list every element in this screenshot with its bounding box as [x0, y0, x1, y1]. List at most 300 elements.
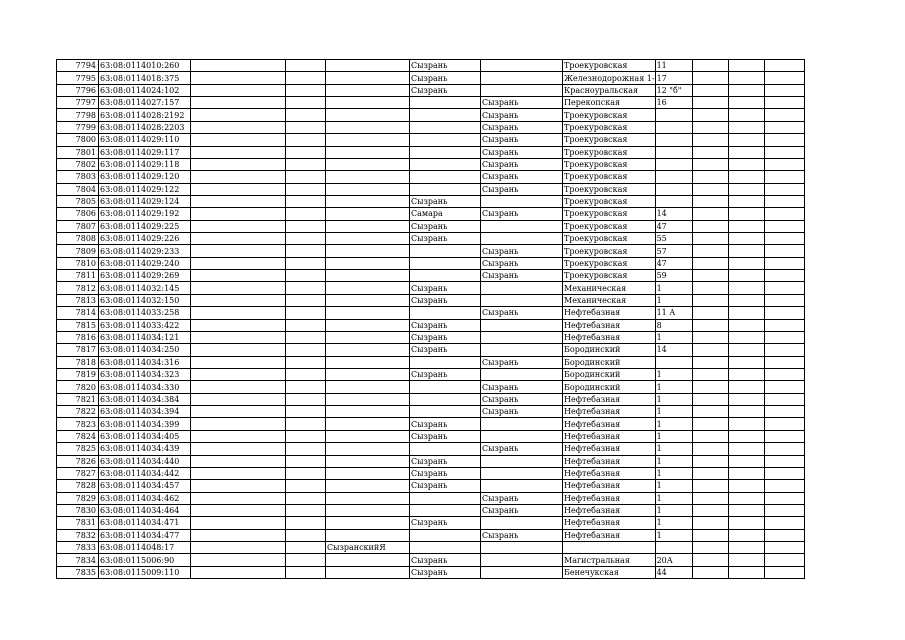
- col-k-cell: [728, 171, 764, 183]
- row-number-cell: 7818: [57, 356, 99, 368]
- city-cell: Сызрань: [410, 554, 481, 566]
- street-cell: Троекуровская: [563, 220, 656, 232]
- col-j-cell: [692, 467, 728, 479]
- col-c-cell: [191, 282, 286, 294]
- city-cell: [410, 529, 481, 541]
- col-k-cell: [728, 270, 764, 282]
- cadastral-number-cell: 63:08:0114029:124: [99, 195, 191, 207]
- district-cell: [326, 146, 410, 158]
- cadastral-number-cell: 63:08:0114029:120: [99, 171, 191, 183]
- col-k-cell: [728, 492, 764, 504]
- street-cell: Нефтебазная: [563, 467, 656, 479]
- col-d-cell: [286, 480, 326, 492]
- locality-cell: Сызрань: [481, 270, 563, 282]
- col-c-cell: [191, 60, 286, 72]
- district-cell: [326, 418, 410, 430]
- col-l-cell: [764, 183, 804, 195]
- col-j-cell: [692, 220, 728, 232]
- col-k-cell: [728, 430, 764, 442]
- col-c-cell: [191, 467, 286, 479]
- district-cell: [326, 319, 410, 331]
- district-cell: [326, 282, 410, 294]
- district-cell: [326, 467, 410, 479]
- col-j-cell: [692, 195, 728, 207]
- house-cell: 16: [655, 97, 692, 109]
- col-k-cell: [728, 72, 764, 84]
- col-c-cell: [191, 257, 286, 269]
- col-l-cell: [764, 529, 804, 541]
- house-cell: 1: [655, 393, 692, 405]
- city-cell: [410, 146, 481, 158]
- table-row: [57, 134, 805, 146]
- row-number-cell: 7819: [57, 368, 99, 380]
- street-cell: Троекуровская: [563, 60, 656, 72]
- col-l-cell: [764, 294, 804, 306]
- table-row: [57, 84, 805, 96]
- col-c-cell: [191, 319, 286, 331]
- col-d-cell: [286, 257, 326, 269]
- district-cell: [326, 356, 410, 368]
- locality-cell: [481, 418, 563, 430]
- city-cell: Сызрань: [410, 368, 481, 380]
- col-l-cell: [764, 418, 804, 430]
- col-k-cell: [728, 542, 764, 554]
- cadastral-number-cell: 63:08:0114029:225: [99, 220, 191, 232]
- col-l-cell: [764, 381, 804, 393]
- col-l-cell: [764, 517, 804, 529]
- street-cell: Нефтебазная: [563, 504, 656, 516]
- col-c-cell: [191, 492, 286, 504]
- col-k-cell: [728, 208, 764, 220]
- street-cell: Нефтебазная: [563, 331, 656, 343]
- col-l-cell: [764, 455, 804, 467]
- col-j-cell: [692, 331, 728, 343]
- col-j-cell: [692, 121, 728, 133]
- row-number-cell: 7797: [57, 97, 99, 109]
- cadastral-number-cell: 63:08:0114029:226: [99, 233, 191, 245]
- col-k-cell: [728, 121, 764, 133]
- row-number-cell: 7804: [57, 183, 99, 195]
- district-cell: [326, 245, 410, 257]
- col-c-cell: [191, 455, 286, 467]
- district-cell: [326, 455, 410, 467]
- row-number-cell: 7808: [57, 233, 99, 245]
- street-cell: Нефтебазная: [563, 393, 656, 405]
- col-j-cell: [692, 97, 728, 109]
- district-cell: [326, 270, 410, 282]
- cadastral-number-cell: 63:08:0114034:471: [99, 517, 191, 529]
- table-row: [57, 257, 805, 269]
- cadastral-number-cell: 63:08:0114034:405: [99, 430, 191, 442]
- col-c-cell: [191, 171, 286, 183]
- table-row: [57, 331, 805, 343]
- cadastral-number-cell: 63:08:0114034:384: [99, 393, 191, 405]
- col-l-cell: [764, 72, 804, 84]
- locality-cell: Сызрань: [481, 97, 563, 109]
- col-j-cell: [692, 381, 728, 393]
- house-cell: 1: [655, 455, 692, 467]
- house-cell: 1: [655, 331, 692, 343]
- col-d-cell: [286, 393, 326, 405]
- house-cell: [655, 183, 692, 195]
- house-cell: [655, 356, 692, 368]
- district-cell: [326, 60, 410, 72]
- cadastral-number-cell: 63:08:0114029:233: [99, 245, 191, 257]
- cadastral-number-cell: 63:08:0114032:145: [99, 282, 191, 294]
- row-number-cell: 7794: [57, 60, 99, 72]
- house-cell: 1: [655, 492, 692, 504]
- col-c-cell: [191, 134, 286, 146]
- district-cell: [326, 393, 410, 405]
- col-k-cell: [728, 455, 764, 467]
- col-d-cell: [286, 270, 326, 282]
- col-c-cell: [191, 406, 286, 418]
- locality-cell: [481, 554, 563, 566]
- cadastral-number-cell: 63:08:0114028:2192: [99, 109, 191, 121]
- cadastral-number-cell: 63:08:0115009:110: [99, 566, 191, 578]
- locality-cell: [481, 233, 563, 245]
- house-cell: 1: [655, 529, 692, 541]
- col-d-cell: [286, 60, 326, 72]
- district-cell: [326, 121, 410, 133]
- col-c-cell: [191, 220, 286, 232]
- cadastral-number-cell: 63:08:0114034:394: [99, 406, 191, 418]
- table-row: [57, 381, 805, 393]
- table-row: [57, 504, 805, 516]
- table-row: [57, 282, 805, 294]
- cadastral-number-cell: 63:08:0114029:240: [99, 257, 191, 269]
- col-k-cell: [728, 307, 764, 319]
- col-j-cell: [692, 344, 728, 356]
- city-cell: Сызрань: [410, 331, 481, 343]
- row-number-cell: 7832: [57, 529, 99, 541]
- col-j-cell: [692, 393, 728, 405]
- locality-cell: Сызрань: [481, 134, 563, 146]
- row-number-cell: 7815: [57, 319, 99, 331]
- city-cell: Сызрань: [410, 455, 481, 467]
- col-c-cell: [191, 72, 286, 84]
- table-row: [57, 542, 805, 554]
- street-cell: Магистральная: [563, 554, 656, 566]
- col-j-cell: [692, 233, 728, 245]
- city-cell: Сызрань: [410, 72, 481, 84]
- city-cell: [410, 257, 481, 269]
- table-row: [57, 406, 805, 418]
- cadastral-number-cell: 63:08:0114024:102: [99, 84, 191, 96]
- house-cell: [655, 109, 692, 121]
- cadastral-number-cell: 63:08:0114048:17: [99, 542, 191, 554]
- col-j-cell: [692, 134, 728, 146]
- street-cell: Нефтебазная: [563, 406, 656, 418]
- col-c-cell: [191, 566, 286, 578]
- row-number-cell: 7803: [57, 171, 99, 183]
- col-l-cell: [764, 257, 804, 269]
- col-l-cell: [764, 146, 804, 158]
- col-k-cell: [728, 566, 764, 578]
- table-row: [57, 60, 805, 72]
- locality-cell: Сызрань: [481, 443, 563, 455]
- street-cell: Троекуровская: [563, 270, 656, 282]
- district-cell: [326, 406, 410, 418]
- house-cell: 1: [655, 443, 692, 455]
- house-cell: [655, 171, 692, 183]
- house-cell: [655, 195, 692, 207]
- col-d-cell: [286, 492, 326, 504]
- cadastral-number-cell: 63:08:0114034:121: [99, 331, 191, 343]
- table-row: [57, 356, 805, 368]
- district-cell: [326, 344, 410, 356]
- col-j-cell: [692, 368, 728, 380]
- col-c-cell: [191, 418, 286, 430]
- table-row: [57, 455, 805, 467]
- locality-cell: Сызрань: [481, 406, 563, 418]
- row-number-cell: 7810: [57, 257, 99, 269]
- street-cell: Нефтебазная: [563, 529, 656, 541]
- col-j-cell: [692, 517, 728, 529]
- col-j-cell: [692, 245, 728, 257]
- cadastral-number-cell: 63:08:0114034:330: [99, 381, 191, 393]
- street-cell: Нефтебазная: [563, 319, 656, 331]
- col-j-cell: [692, 257, 728, 269]
- city-cell: Сызрань: [410, 430, 481, 442]
- row-number-cell: 7826: [57, 455, 99, 467]
- col-k-cell: [728, 109, 764, 121]
- col-c-cell: [191, 146, 286, 158]
- col-k-cell: [728, 220, 764, 232]
- col-c-cell: [191, 158, 286, 170]
- col-k-cell: [728, 356, 764, 368]
- col-l-cell: [764, 97, 804, 109]
- col-k-cell: [728, 319, 764, 331]
- col-l-cell: [764, 393, 804, 405]
- cadastral-number-cell: 63:08:0114034:440: [99, 455, 191, 467]
- row-number-cell: 7829: [57, 492, 99, 504]
- locality-cell: Сызрань: [481, 208, 563, 220]
- district-cell: [326, 492, 410, 504]
- table-body: [57, 60, 805, 579]
- col-k-cell: [728, 554, 764, 566]
- col-k-cell: [728, 233, 764, 245]
- table-row: [57, 319, 805, 331]
- col-j-cell: [692, 529, 728, 541]
- district-cell: [326, 97, 410, 109]
- city-cell: [410, 121, 481, 133]
- city-cell: [410, 97, 481, 109]
- table-row: [57, 146, 805, 158]
- locality-cell: [481, 84, 563, 96]
- street-cell: Троекуровская: [563, 146, 656, 158]
- col-j-cell: [692, 554, 728, 566]
- col-k-cell: [728, 134, 764, 146]
- cadastral-number-cell: 63:08:0114034:462: [99, 492, 191, 504]
- table-row: [57, 492, 805, 504]
- table-row: [57, 121, 805, 133]
- district-cell: [326, 171, 410, 183]
- row-number-cell: 7798: [57, 109, 99, 121]
- district-cell: [326, 294, 410, 306]
- col-d-cell: [286, 344, 326, 356]
- city-cell: [410, 381, 481, 393]
- col-d-cell: [286, 97, 326, 109]
- locality-cell: [481, 282, 563, 294]
- col-l-cell: [764, 492, 804, 504]
- cadastral-number-cell: 63:08:0114029:118: [99, 158, 191, 170]
- city-cell: Сызрань: [410, 282, 481, 294]
- col-j-cell: [692, 72, 728, 84]
- row-number-cell: 7800: [57, 134, 99, 146]
- row-number-cell: 7799: [57, 121, 99, 133]
- col-l-cell: [764, 60, 804, 72]
- col-l-cell: [764, 307, 804, 319]
- locality-cell: Сызрань: [481, 381, 563, 393]
- col-d-cell: [286, 195, 326, 207]
- cadastral-number-cell: 63:08:0114032:150: [99, 294, 191, 306]
- district-cell: [326, 220, 410, 232]
- col-k-cell: [728, 158, 764, 170]
- locality-cell: Сызрань: [481, 245, 563, 257]
- col-k-cell: [728, 84, 764, 96]
- street-cell: Бородинский: [563, 344, 656, 356]
- col-c-cell: [191, 331, 286, 343]
- city-cell: [410, 307, 481, 319]
- col-c-cell: [191, 542, 286, 554]
- col-c-cell: [191, 233, 286, 245]
- col-l-cell: [764, 566, 804, 578]
- street-cell: Нефтебазная: [563, 418, 656, 430]
- col-d-cell: [286, 146, 326, 158]
- col-d-cell: [286, 109, 326, 121]
- row-number-cell: 7806: [57, 208, 99, 220]
- district-cell: [326, 84, 410, 96]
- col-l-cell: [764, 319, 804, 331]
- col-c-cell: [191, 97, 286, 109]
- col-d-cell: [286, 368, 326, 380]
- col-l-cell: [764, 344, 804, 356]
- cadastral-number-cell: 63:08:0114034:316: [99, 356, 191, 368]
- row-number-cell: 7809: [57, 245, 99, 257]
- city-cell: [410, 183, 481, 195]
- col-c-cell: [191, 368, 286, 380]
- col-k-cell: [728, 406, 764, 418]
- district-cell: [326, 208, 410, 220]
- street-cell: Нефтебазная: [563, 455, 656, 467]
- city-cell: [410, 158, 481, 170]
- house-cell: 14: [655, 208, 692, 220]
- col-d-cell: [286, 381, 326, 393]
- table-row: [57, 418, 805, 430]
- table-row: [57, 183, 805, 195]
- col-c-cell: [191, 381, 286, 393]
- table-row: [57, 158, 805, 170]
- col-d-cell: [286, 72, 326, 84]
- district-cell: [326, 554, 410, 566]
- col-k-cell: [728, 480, 764, 492]
- col-d-cell: [286, 307, 326, 319]
- row-number-cell: 7825: [57, 443, 99, 455]
- house-cell: 1: [655, 517, 692, 529]
- city-cell: Сызрань: [410, 60, 481, 72]
- col-c-cell: [191, 393, 286, 405]
- locality-cell: Сызрань: [481, 171, 563, 183]
- house-cell: [655, 134, 692, 146]
- locality-cell: Сызрань: [481, 307, 563, 319]
- row-number-cell: 7812: [57, 282, 99, 294]
- col-d-cell: [286, 233, 326, 245]
- street-cell: Нефтебазная: [563, 492, 656, 504]
- street-cell: Троекуровская: [563, 195, 656, 207]
- table-row: [57, 294, 805, 306]
- city-cell: [410, 504, 481, 516]
- house-cell: 55: [655, 233, 692, 245]
- col-l-cell: [764, 121, 804, 133]
- col-l-cell: [764, 84, 804, 96]
- locality-cell: Сызрань: [481, 492, 563, 504]
- col-j-cell: [692, 294, 728, 306]
- city-cell: Сызрань: [410, 319, 481, 331]
- table-row: [57, 430, 805, 442]
- street-cell: Троекуровская: [563, 183, 656, 195]
- city-cell: Сызрань: [410, 233, 481, 245]
- cadastral-number-cell: 63:08:0114034:442: [99, 467, 191, 479]
- street-cell: Железнодорожная 1-: [564, 73, 655, 83]
- col-d-cell: [286, 467, 326, 479]
- row-number-cell: 7824: [57, 430, 99, 442]
- district-cell: [326, 158, 410, 170]
- col-j-cell: [692, 406, 728, 418]
- row-number-cell: 7833: [57, 542, 99, 554]
- cadastral-number-cell: 63:08:0114027:157: [99, 97, 191, 109]
- district-cell: [326, 504, 410, 516]
- street-cell: Троекуровская: [563, 208, 656, 220]
- locality-cell: Сызрань: [481, 393, 563, 405]
- row-number-cell: 7831: [57, 517, 99, 529]
- col-c-cell: [191, 195, 286, 207]
- table-row: [57, 393, 805, 405]
- street-cell: Нефтебазная: [563, 443, 656, 455]
- col-d-cell: [286, 183, 326, 195]
- col-j-cell: [692, 430, 728, 442]
- city-cell: [410, 542, 481, 554]
- city-cell: [410, 492, 481, 504]
- col-l-cell: [764, 554, 804, 566]
- table-row: [57, 344, 805, 356]
- district-cell: [326, 233, 410, 245]
- col-c-cell: [191, 344, 286, 356]
- street-cell: Троекуровская: [563, 233, 656, 245]
- house-cell: 1: [655, 504, 692, 516]
- district-cell: [326, 307, 410, 319]
- house-cell: 1: [655, 406, 692, 418]
- city-cell: Самара: [410, 208, 481, 220]
- col-d-cell: [286, 542, 326, 554]
- col-l-cell: [764, 368, 804, 380]
- col-d-cell: [286, 566, 326, 578]
- district-cell: [326, 430, 410, 442]
- col-j-cell: [692, 270, 728, 282]
- col-d-cell: [286, 517, 326, 529]
- district-cell: [326, 134, 410, 146]
- locality-cell: [481, 60, 563, 72]
- locality-cell: [481, 195, 563, 207]
- house-cell: 47: [655, 220, 692, 232]
- district-cell: [326, 443, 410, 455]
- col-k-cell: [728, 504, 764, 516]
- col-c-cell: [191, 121, 286, 133]
- col-j-cell: [692, 307, 728, 319]
- row-number-cell: 7827: [57, 467, 99, 479]
- cadastral-number-cell: 63:08:0114033:422: [99, 319, 191, 331]
- table-row: [57, 443, 805, 455]
